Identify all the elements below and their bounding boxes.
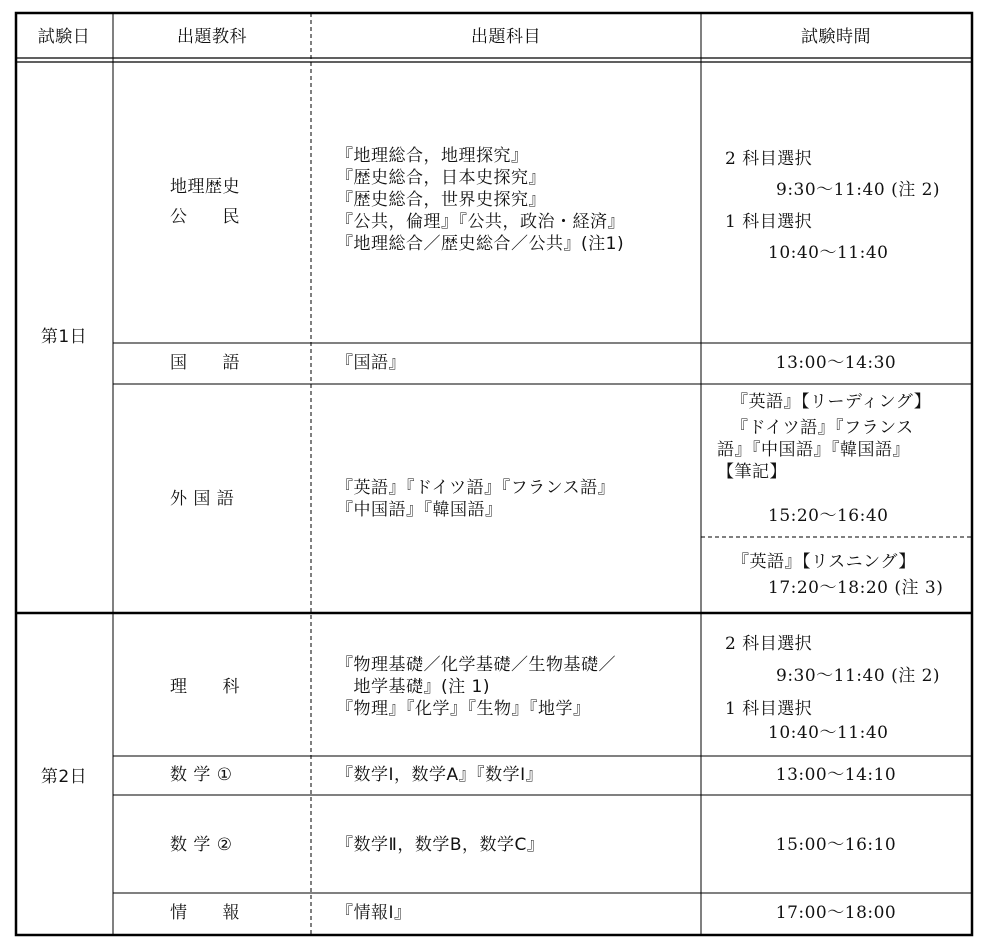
time-text: 語』『中国語』『韓国語』	[717, 440, 910, 460]
area-label: 公 民	[170, 207, 240, 227]
time-value: 9:30〜11:40 (注 2)	[776, 180, 941, 200]
subject-item: 地学基礎』(注 1)	[336, 677, 490, 697]
area-label: 数 学 ②	[170, 835, 233, 855]
day1-label: 第1日	[40, 327, 88, 347]
time-value: 15:20〜16:40	[768, 506, 889, 526]
time-label: 1 科目選択	[725, 699, 813, 719]
subject-item: 『物理』『化学』『生物』『地学』	[336, 699, 591, 719]
time-text: 『ドイツ語』『フランス	[731, 418, 914, 438]
subject-item: 『物理基礎／化学基礎／生物基礎／	[336, 655, 616, 675]
subject-item: 『数学Ⅱ，数学B，数学C』	[336, 835, 545, 855]
day2-label: 第2日	[40, 767, 88, 787]
time-value: 15:00〜16:10	[775, 835, 897, 855]
time-writing-subjects	[717, 391, 931, 483]
area-label: 外 国 語	[170, 489, 235, 509]
area-label: 国 語	[170, 353, 240, 373]
subject-item: 『英語』『ドイツ語』『フランス語』	[336, 478, 616, 498]
subject-item: 『数学Ⅰ，数学A』『数学Ⅰ』	[336, 765, 544, 785]
time-value: 17:20〜18:20 (注 3)	[768, 578, 944, 598]
area-label: 地理歴史	[170, 177, 240, 197]
header-subjects: 出題科目	[471, 27, 541, 47]
subject-item: 『国語』	[336, 353, 406, 373]
subject-item: 『歴史総合，日本史探究』	[336, 168, 546, 188]
area-label: 数 学 ①	[170, 765, 233, 785]
subject-item: 『公共，倫理』『公共，政治・経済』	[336, 212, 625, 232]
time-label: 1 科目選択	[725, 212, 813, 232]
subject-item: 『地理総合，地理探究』	[336, 146, 529, 166]
time-text: 『英語』【リスニング】	[732, 552, 916, 572]
time-value: 13:00〜14:10	[775, 765, 897, 785]
header-subject-area: 出題教科	[177, 27, 247, 47]
time-value: 17:00〜18:00	[775, 903, 897, 923]
time-value: 10:40〜11:40	[768, 723, 889, 743]
area-label: 情 報	[170, 903, 240, 923]
subject-item: 『中国語』『韓国語』	[336, 500, 503, 520]
header-exam-day: 試験日	[37, 27, 91, 47]
header-exam-time: 試験時間	[801, 27, 871, 47]
time-value: 9:30〜11:40 (注 2)	[776, 666, 941, 686]
time-label: 2 科目選択	[725, 149, 813, 169]
time-text: 【筆記】	[717, 462, 787, 482]
subject-list	[336, 477, 615, 521]
subject-item: 『情報Ⅰ』	[336, 903, 412, 923]
time-text: 『英語』【リーディング】	[731, 392, 932, 412]
area-label: 理 科	[170, 677, 240, 697]
time-label: 2 科目選択	[725, 634, 813, 654]
subject-item: 『歴史総合，世界史探究』	[336, 190, 546, 210]
time-value: 10:40〜11:40	[768, 243, 889, 263]
time-value: 13:00〜14:30	[775, 353, 897, 373]
subject-list	[336, 145, 625, 255]
subject-list	[336, 654, 616, 720]
subject-item: 『地理総合／歴史総合／公共』(注1)	[336, 234, 625, 254]
